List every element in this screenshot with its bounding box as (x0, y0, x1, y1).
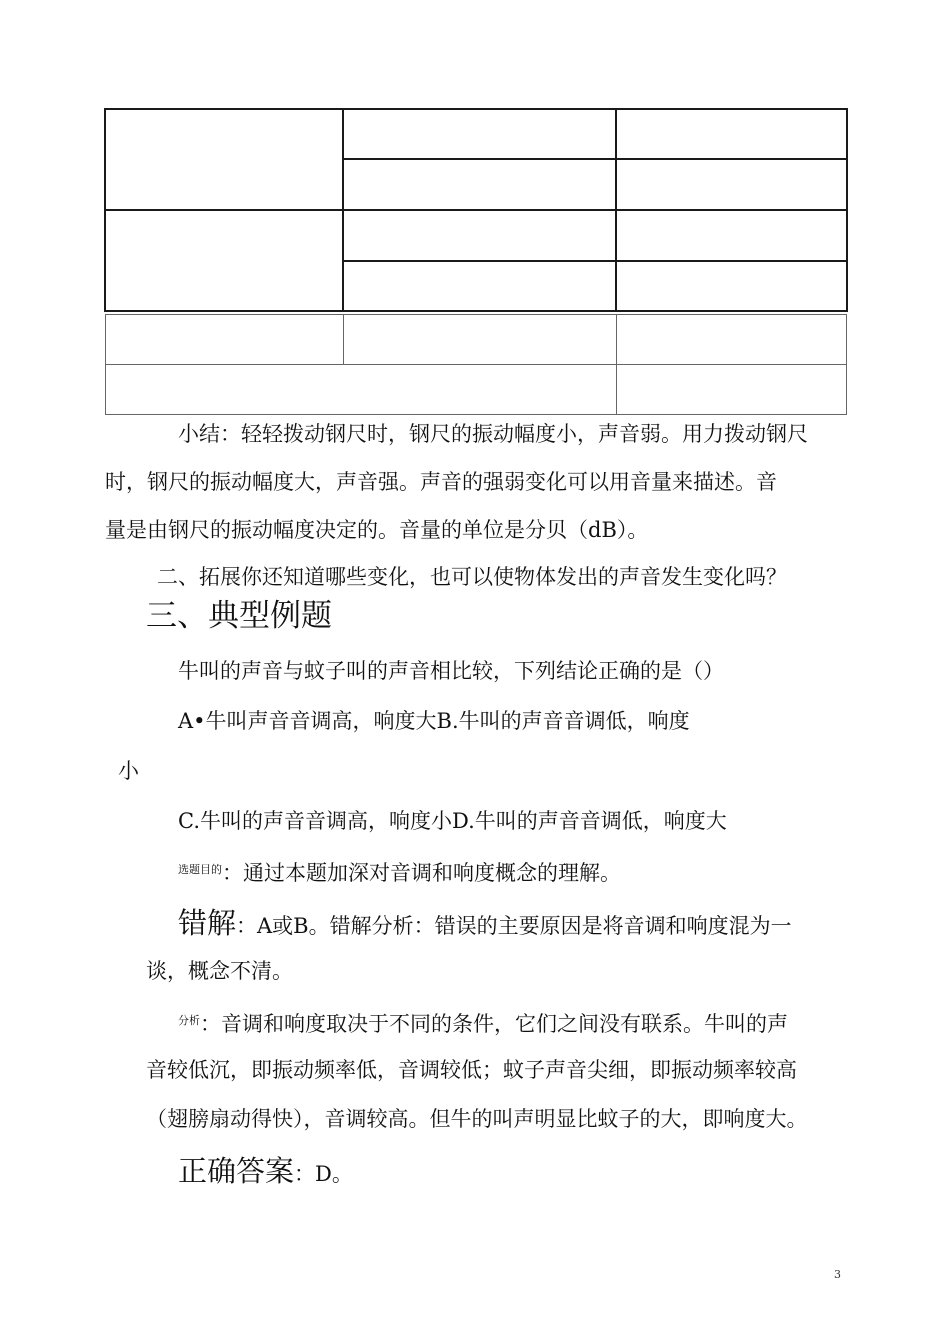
option-cd: C.牛叫的声音音调高，响度小D.牛叫的声音音调低，响度大 (178, 809, 727, 833)
analysis-text-1: ：音调和响度取决于不同的条件，它们之间没有联系。牛叫的声 (200, 1012, 788, 1036)
answer-text: ：D。 (294, 1162, 353, 1186)
purpose-text: ：通过本题加深对音调和响度概念的理解。 (222, 861, 621, 885)
answer-label: 正确答案 (178, 1154, 295, 1188)
table-border (846, 314, 847, 415)
page-number: 3 (834, 1268, 841, 1281)
table-border (616, 314, 617, 415)
wrong-text: ：A或B。错解分析：错误的主要原因是将音调和响度混为一 (236, 914, 792, 938)
table-border-bottom (105, 414, 847, 415)
analysis-line-2: 音较低沉，即振动频率低，音调较低；蚊子声音尖细，即振动频率较高 (146, 1058, 797, 1082)
analysis-line-3: （翅膀扇动得快），音调较高。但牛的叫声明显比蚊子的大，即响度大。 (146, 1107, 808, 1131)
table-border (105, 314, 106, 415)
wrong-line (178, 905, 792, 944)
analysis-line-1 (178, 1006, 788, 1039)
table-border (343, 260, 847, 262)
table-border (342, 108, 344, 312)
wrong-wrap: 谈，概念不清。 (146, 959, 293, 983)
extension-text: 二、拓展你还知道哪些变化，也可以使物体发出的声音发生变化吗？ (157, 565, 787, 589)
table-border-left (104, 108, 106, 312)
table-border-top (105, 108, 847, 110)
table-border (105, 209, 847, 211)
table-border-right (846, 108, 848, 312)
table-border (343, 158, 847, 160)
summary-line-2: 时，钢尺的振动幅度大，声音强。声音的强弱变化可以用音量来描述。音 (105, 470, 777, 494)
table-border (343, 314, 344, 365)
answer-line (178, 1152, 353, 1193)
summary-line-3: 量是由钢尺的振动幅度决定的。音量的单位是分贝（dB）。 (105, 518, 649, 542)
analysis-label: 分析 (178, 1014, 200, 1027)
section-heading: 三、典型例题 (146, 598, 332, 634)
purpose-line (178, 855, 621, 888)
table-border (105, 314, 847, 315)
summary-line-1: 小结：轻轻拨动钢尺时，钢尺的振动幅度小，声音弱。用力拨动钢尺 (178, 422, 808, 446)
question-text: 牛叫的声音与蚊子叫的声音相比较，下列结论正确的是（） (178, 659, 724, 683)
table-border (105, 364, 847, 365)
table-border (615, 108, 617, 312)
option-ab-wrap: 小 (118, 759, 139, 783)
wrong-label: 错解 (178, 906, 237, 940)
purpose-label: 选题目的 (178, 863, 222, 876)
option-ab: A•牛叫声音音调高，响度大B.牛叫的声音音调低，响度 (178, 709, 690, 733)
table-border (105, 310, 847, 312)
